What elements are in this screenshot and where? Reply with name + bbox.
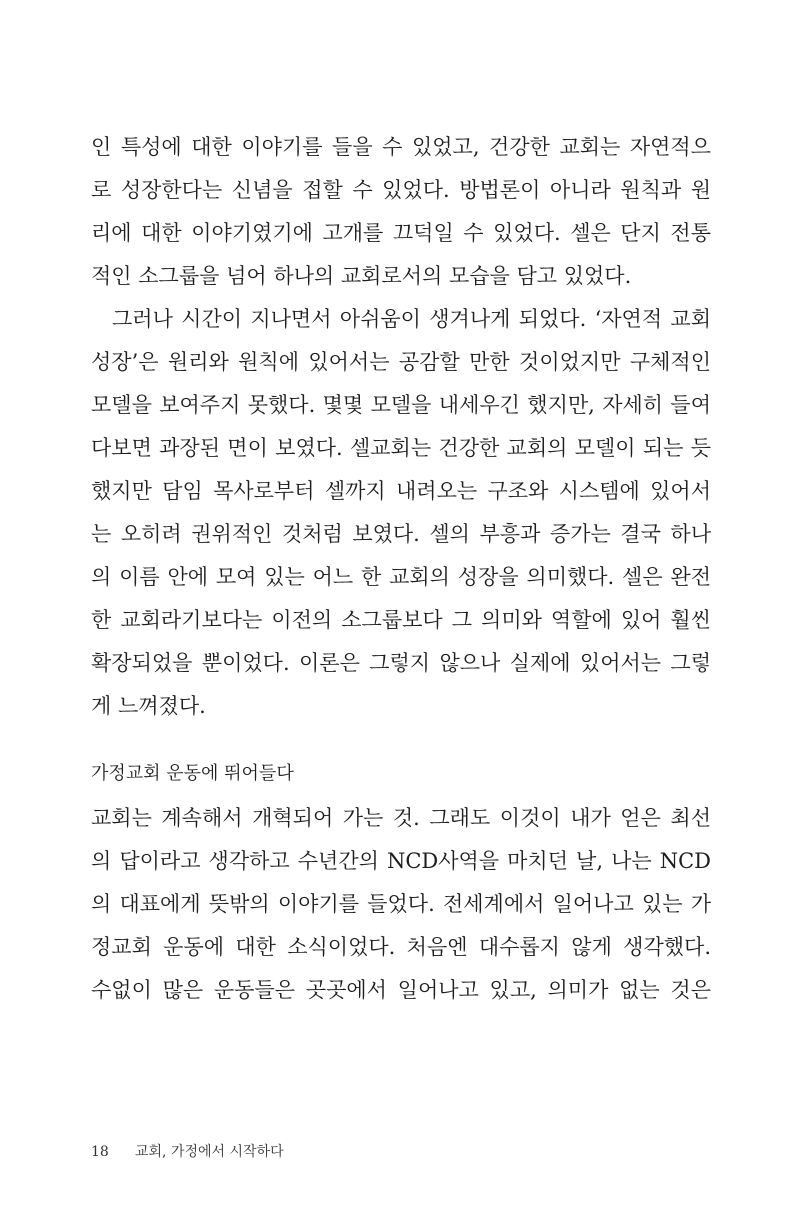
text-line: 의 답이라고 생각하고 수년간의 NCD사역을 마치던 날, 나는 NCD xyxy=(91,849,711,873)
text-line: 한 교회라기보다는 이전의 소그룹보다 그 의미와 역할에 있어 훨씬 xyxy=(91,608,711,632)
text-line: 성장’은 원리와 원칙에 있어서는 공감할 만한 것이었지만 구체적인 xyxy=(91,350,711,374)
text-line: 게 느껴졌다. xyxy=(91,694,206,718)
text-line: 수없이 많은 운동들은 곳곳에서 일어나고 있고, 의미가 없는 것은 xyxy=(91,978,711,1002)
text-line: 의 이름 안에 모여 있는 어느 한 교회의 성장을 의미했다. 셀은 완전 xyxy=(91,565,711,589)
text-line: 모델을 보여주지 못했다. 몇몇 모델을 내세우긴 했지만, 자세히 들여 xyxy=(91,393,711,417)
text-line: 교회는 계속해서 개혁되어 가는 것. 그래도 이것이 내가 얻은 최선 xyxy=(91,806,711,830)
text-line: 는 오히려 권위적인 것처럼 보였다. 셀의 부흥과 증가는 결국 하나 xyxy=(91,522,711,546)
text-line: 확장되었을 뿐이었다. 이론은 그렇지 않으나 실제에 있어서는 그렇 xyxy=(91,651,711,675)
text-line: 다보면 과장된 면이 보였다. 셀교회는 건강한 교회의 모델이 되는 듯 xyxy=(91,436,711,460)
text-line: 그러나 시간이 지나면서 아쉬움이 생겨나게 되었다. ‘자연적 교회 xyxy=(112,307,711,331)
page-number: 18 xyxy=(91,1144,109,1160)
text-line: 정교회 운동에 대한 소식이었다. 처음엔 대수롭지 않게 생각했다. xyxy=(91,935,711,959)
section-heading: 가정교회 운동에 뛰어들다 xyxy=(91,763,294,784)
page-footer xyxy=(91,1142,284,1162)
text-line: 리에 대한 이야기였기에 고개를 끄덕일 수 있었다. 셀은 단지 전통 xyxy=(91,221,711,245)
running-title: 교회, 가정에서 시작하다 xyxy=(135,1144,284,1160)
text-line: 의 대표에게 뜻밖의 이야기를 들었다. 전세계에서 일어나고 있는 가 xyxy=(91,892,711,916)
text-line: 했지만 담임 목사로부터 셀까지 내려오는 구조와 시스템에 있어서 xyxy=(91,479,711,503)
text-line: 적인 소그룹을 넘어 하나의 교회로서의 모습을 담고 있었다. xyxy=(91,264,632,288)
text-line: 인 특성에 대한 이야기를 들을 수 있었고, 건강한 교회는 자연적으 xyxy=(91,135,711,159)
text-line: 로 성장한다는 신념을 접할 수 있었다. 방법론이 아니라 원칙과 원 xyxy=(91,178,711,202)
